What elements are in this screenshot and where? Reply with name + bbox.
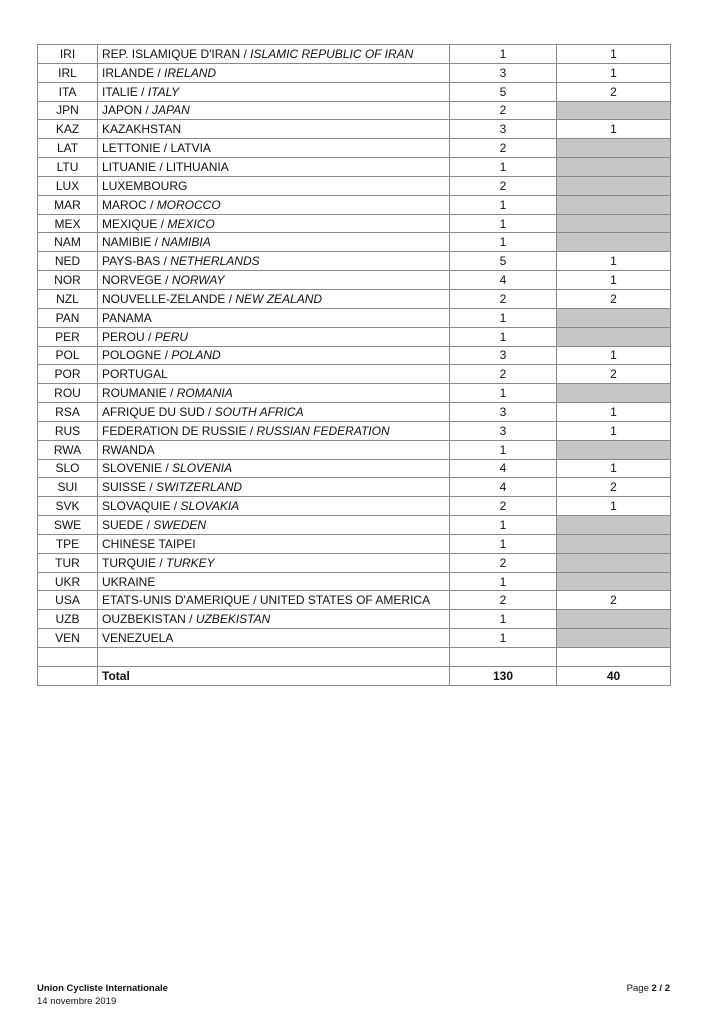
- country-code-cell: IRI: [38, 45, 98, 64]
- total-col-2-cell: 40: [557, 666, 671, 685]
- table-row: [38, 252, 671, 271]
- country-name-fr: FEDERATION DE RUSSIE: [102, 423, 247, 438]
- quota-col-2-cell-empty: [557, 308, 671, 327]
- country-name-fr: VENEZUELA: [102, 631, 174, 646]
- quota-col-2-cell-empty: [557, 139, 671, 158]
- name-separator: /: [154, 65, 165, 80]
- footer-page-value: 2 / 2: [651, 983, 670, 994]
- table-row: [38, 158, 671, 177]
- quota-col-2-cell-empty: [557, 158, 671, 177]
- name-separator: /: [156, 555, 167, 570]
- country-name-cell: [98, 176, 450, 195]
- quota-col-2-cell: 1: [557, 252, 671, 271]
- quota-col-2-cell-empty: [557, 327, 671, 346]
- quota-col-1-cell: 4: [450, 459, 557, 478]
- name-separator: /: [160, 254, 171, 269]
- country-code-cell: RWA: [38, 440, 98, 459]
- table-row: [38, 497, 671, 516]
- table-row: [38, 629, 671, 648]
- country-name-cell: [98, 271, 450, 290]
- quota-col-2-cell-empty: [557, 553, 671, 572]
- country-name-fr: PANAMA: [102, 310, 152, 325]
- country-name-en: NEW ZEALAND: [235, 291, 323, 306]
- country-name-cell: [98, 440, 450, 459]
- quota-col-2-cell-empty: [557, 629, 671, 648]
- country-name-cell: [98, 629, 450, 648]
- country-code-cell: SWE: [38, 516, 98, 535]
- quota-col-1-cell: 4: [450, 271, 557, 290]
- quota-col-1-cell: 3: [450, 63, 557, 82]
- country-name-fr: AFRIQUE DU SUD: [102, 404, 205, 419]
- quota-col-2-cell: 1: [557, 346, 671, 365]
- country-code-cell: KAZ: [38, 120, 98, 139]
- country-name-cell: [98, 308, 450, 327]
- country-name-en: ROMANIA: [176, 386, 233, 401]
- country-name-fr: PORTUGAL: [102, 367, 168, 382]
- table-row: [38, 308, 671, 327]
- quota-col-1-cell: 1: [450, 214, 557, 233]
- quota-col-2-cell-empty: [557, 516, 671, 535]
- country-name-fr: ETATS-UNIS D'AMERIQUE / UNITED STATES OF AMERICA: [102, 593, 431, 608]
- table-row: [38, 591, 671, 610]
- country-name-cell: [98, 139, 450, 158]
- country-name-fr: IRLANDE: [102, 65, 155, 80]
- country-name-en: IRELAND: [164, 65, 217, 80]
- country-code-cell: PER: [38, 327, 98, 346]
- quota-col-1-cell: 1: [450, 516, 557, 535]
- quota-col-1-cell: 3: [450, 403, 557, 422]
- country-name-en: POLAND: [171, 348, 221, 363]
- quota-col-2-cell-empty: [557, 214, 671, 233]
- country-name-cell: [98, 516, 450, 535]
- table-row: [38, 271, 671, 290]
- quota-col-2-cell-empty: [557, 534, 671, 553]
- country-code-cell: POR: [38, 365, 98, 384]
- table-row-blank: [38, 648, 671, 667]
- country-name-fr: LETTONIE / LATVIA: [102, 141, 211, 156]
- country-name-fr: ITALIE: [102, 84, 138, 99]
- country-name-fr: PAYS-BAS: [102, 254, 161, 269]
- table-row: [38, 478, 671, 497]
- country-name-fr: SLOVENIE: [102, 461, 163, 476]
- footer-left: [37, 982, 168, 1008]
- quota-col-1-cell: 2: [450, 139, 557, 158]
- table-row: [38, 233, 671, 252]
- name-separator: /: [143, 518, 154, 533]
- quota-col-2-cell-empty: [557, 440, 671, 459]
- quota-col-1-cell: 1: [450, 233, 557, 252]
- footer-page-number: [627, 982, 670, 995]
- table-row: [38, 572, 671, 591]
- quota-col-1-cell: 1: [450, 572, 557, 591]
- country-name-cell: [98, 459, 450, 478]
- name-separator: /: [157, 216, 168, 231]
- country-code-cell: MAR: [38, 195, 98, 214]
- country-name-cell: [98, 497, 450, 516]
- quota-col-1-cell: 4: [450, 478, 557, 497]
- table-row: [38, 459, 671, 478]
- country-name-cell: [98, 421, 450, 440]
- country-name-cell: [98, 610, 450, 629]
- total-col-1-cell: 130: [450, 666, 557, 685]
- quota-col-1-cell: 1: [450, 308, 557, 327]
- table-row: [38, 139, 671, 158]
- country-name-en: RUSSIAN FEDERATION: [256, 423, 390, 438]
- quota-col-2-cell-empty: [557, 195, 671, 214]
- country-name-en: SWEDEN: [153, 518, 207, 533]
- country-name-en: SWITZERLAND: [156, 480, 243, 495]
- country-name-en: ISLAMIC REPUBLIC OF IRAN: [250, 46, 414, 61]
- quota-col-2-cell: 2: [557, 591, 671, 610]
- country-code-cell: NOR: [38, 271, 98, 290]
- quota-col-1-cell: 5: [450, 252, 557, 271]
- table-row: [38, 553, 671, 572]
- country-name-cell: [98, 195, 450, 214]
- quota-col-2-cell: 1: [557, 459, 671, 478]
- footer-organization: Union Cycliste Internationale: [37, 983, 168, 994]
- country-name-en: SLOVENIA: [172, 461, 233, 476]
- country-name-en: UZBEKISTAN: [195, 612, 271, 627]
- country-name-cell: [98, 384, 450, 403]
- country-code-cell: TPE: [38, 534, 98, 553]
- country-code-cell: PAN: [38, 308, 98, 327]
- footer-page-prefix: Page: [626, 983, 649, 994]
- total-empty-cell: [38, 666, 98, 685]
- country-name-cell: [98, 45, 450, 64]
- country-name-cell: [98, 403, 450, 422]
- country-name-cell: [98, 365, 450, 384]
- table-row: [38, 45, 671, 64]
- country-name-cell: [98, 101, 450, 120]
- quota-col-1-cell: 3: [450, 421, 557, 440]
- country-name-fr: CHINESE TAIPEI: [102, 536, 196, 551]
- country-code-cell: VEN: [38, 629, 98, 648]
- country-name-cell: [98, 120, 450, 139]
- country-code-cell: ROU: [38, 384, 98, 403]
- name-separator: /: [162, 461, 173, 476]
- country-code-cell: SUI: [38, 478, 98, 497]
- country-name-en: NAMIBIA: [161, 235, 211, 250]
- country-name-en: NORWAY: [171, 273, 225, 288]
- country-name-fr: POLOGNE: [102, 348, 162, 363]
- quota-col-2-cell: 1: [557, 271, 671, 290]
- quota-col-1-cell: 2: [450, 101, 557, 120]
- country-name-en: NETHERLANDS: [170, 254, 260, 269]
- table-row: [38, 516, 671, 535]
- country-name-en: TURKEY: [166, 555, 215, 570]
- country-code-cell: RSA: [38, 403, 98, 422]
- table-row: [38, 195, 671, 214]
- quota-col-1-cell: 1: [450, 534, 557, 553]
- name-separator: /: [161, 273, 172, 288]
- quota-col-1-cell: 1: [450, 610, 557, 629]
- country-code-cell: ITA: [38, 82, 98, 101]
- country-name-cell: [98, 289, 450, 308]
- name-separator: /: [161, 348, 172, 363]
- table-row: [38, 82, 671, 101]
- quota-col-2-cell: 2: [557, 365, 671, 384]
- country-name-en: PERU: [154, 329, 189, 344]
- name-separator: /: [137, 84, 148, 99]
- country-name-cell: [98, 158, 450, 177]
- quota-col-2-cell-empty: [557, 610, 671, 629]
- country-code-cell: TUR: [38, 553, 98, 572]
- country-code-cell: UZB: [38, 610, 98, 629]
- country-name-fr: OUZBEKISTAN: [102, 612, 186, 627]
- country-name-fr: ROUMANIE: [102, 386, 167, 401]
- country-code-cell: MEX: [38, 214, 98, 233]
- country-name-en: MEXICO: [167, 216, 215, 231]
- quota-col-1-cell: 1: [450, 327, 557, 346]
- quota-col-1-cell: 1: [450, 158, 557, 177]
- table-row: [38, 440, 671, 459]
- name-separator: /: [240, 46, 251, 61]
- country-code-cell: LUX: [38, 176, 98, 195]
- quota-col-2-cell: 2: [557, 82, 671, 101]
- quota-col-2-cell: 1: [557, 63, 671, 82]
- country-name-en: SLOVAKIA: [180, 499, 240, 514]
- name-separator: /: [204, 404, 215, 419]
- name-separator: /: [166, 386, 177, 401]
- quota-col-1-cell: 2: [450, 553, 557, 572]
- quota-table: [37, 44, 671, 686]
- table-row: [38, 176, 671, 195]
- quota-col-2-cell: 1: [557, 120, 671, 139]
- country-code-cell: SVK: [38, 497, 98, 516]
- blank-cell: [98, 648, 450, 667]
- table-row: [38, 384, 671, 403]
- table-row: [38, 421, 671, 440]
- country-name-en: ITALY: [147, 84, 180, 99]
- country-name-cell: [98, 252, 450, 271]
- country-name-fr: RWANDA: [102, 442, 155, 457]
- country-name-fr: TURQUIE: [102, 555, 156, 570]
- quota-col-2-cell: 1: [557, 497, 671, 516]
- country-name-cell: [98, 591, 450, 610]
- country-name-fr: SLOVAQUIE: [102, 499, 171, 514]
- table-row: [38, 63, 671, 82]
- country-name-cell: [98, 233, 450, 252]
- country-name-cell: [98, 572, 450, 591]
- country-code-cell: NZL: [38, 289, 98, 308]
- country-name-fr: MAROC: [102, 197, 147, 212]
- country-name-fr: SUEDE: [102, 518, 144, 533]
- country-name-cell: [98, 63, 450, 82]
- name-separator: /: [185, 612, 196, 627]
- country-name-en: JAPAN: [152, 103, 190, 118]
- country-name-cell: [98, 327, 450, 346]
- table-row: [38, 403, 671, 422]
- quota-col-1-cell: 2: [450, 176, 557, 195]
- quota-col-1-cell: 2: [450, 591, 557, 610]
- quota-col-2-cell: 2: [557, 289, 671, 308]
- quota-col-2-cell-empty: [557, 572, 671, 591]
- country-name-cell: [98, 82, 450, 101]
- table-row: [38, 101, 671, 120]
- country-code-cell: SLO: [38, 459, 98, 478]
- name-separator: /: [146, 197, 157, 212]
- quota-col-2-cell: 1: [557, 45, 671, 64]
- country-code-cell: RUS: [38, 421, 98, 440]
- quota-col-1-cell: 2: [450, 289, 557, 308]
- table-row: [38, 120, 671, 139]
- name-separator: /: [225, 291, 236, 306]
- country-name-cell: [98, 553, 450, 572]
- blank-cell: [38, 648, 98, 667]
- quota-col-2-cell-empty: [557, 176, 671, 195]
- blank-cell: [557, 648, 671, 667]
- name-separator: /: [151, 235, 162, 250]
- country-code-cell: LTU: [38, 158, 98, 177]
- quota-col-1-cell: 5: [450, 82, 557, 101]
- country-name-fr: LITUANIE / LITHUANIA: [102, 159, 229, 174]
- country-name-fr: KAZAKHSTAN: [102, 122, 182, 137]
- table-total-row: [38, 666, 671, 685]
- table-row: [38, 346, 671, 365]
- quota-col-2-cell-empty: [557, 384, 671, 403]
- quota-col-1-cell: 2: [450, 365, 557, 384]
- country-name-fr: SUISSE: [102, 480, 147, 495]
- quota-col-1-cell: 1: [450, 384, 557, 403]
- footer-date: 14 novembre 2019: [37, 996, 117, 1007]
- country-code-cell: POL: [38, 346, 98, 365]
- country-name-fr: PEROU: [102, 329, 145, 344]
- country-name-cell: [98, 346, 450, 365]
- quota-col-1-cell: 1: [450, 195, 557, 214]
- country-name-fr: REP. ISLAMIQUE D'IRAN: [102, 46, 241, 61]
- country-name-en: SOUTH AFRICA: [214, 404, 304, 419]
- table-row: [38, 610, 671, 629]
- country-code-cell: NAM: [38, 233, 98, 252]
- country-name-fr: LUXEMBOURG: [102, 178, 188, 193]
- name-separator: /: [142, 103, 153, 118]
- name-separator: /: [170, 499, 181, 514]
- country-name-fr: NAMIBIE: [102, 235, 152, 250]
- country-name-cell: [98, 534, 450, 553]
- table-row: [38, 289, 671, 308]
- country-name-fr: MEXIQUE: [102, 216, 158, 231]
- quota-col-1-cell: 1: [450, 45, 557, 64]
- table-row: [38, 365, 671, 384]
- country-code-cell: IRL: [38, 63, 98, 82]
- country-name-cell: [98, 478, 450, 497]
- quota-col-1-cell: 3: [450, 120, 557, 139]
- country-code-cell: UKR: [38, 572, 98, 591]
- table-row: [38, 327, 671, 346]
- name-separator: /: [146, 480, 157, 495]
- country-name-fr: UKRAINE: [102, 574, 156, 589]
- quota-col-1-cell: 2: [450, 497, 557, 516]
- quota-col-1-cell: 1: [450, 440, 557, 459]
- name-separator: /: [246, 423, 257, 438]
- quota-col-1-cell: 3: [450, 346, 557, 365]
- country-code-cell: JPN: [38, 101, 98, 120]
- country-name-fr: NOUVELLE-ZELANDE: [102, 291, 226, 306]
- quota-col-2-cell: 1: [557, 421, 671, 440]
- quota-col-2-cell: 1: [557, 403, 671, 422]
- country-name-en: MOROCCO: [156, 197, 221, 212]
- name-separator: /: [144, 329, 155, 344]
- table-row: [38, 214, 671, 233]
- quota-table-body: [38, 45, 671, 686]
- country-name-fr: NORVEGE: [102, 273, 162, 288]
- blank-cell: [450, 648, 557, 667]
- country-code-cell: LAT: [38, 139, 98, 158]
- table-row: [38, 534, 671, 553]
- quota-col-2-cell-empty: [557, 101, 671, 120]
- quota-col-2-cell: 2: [557, 478, 671, 497]
- country-code-cell: NED: [38, 252, 98, 271]
- country-code-cell: USA: [38, 591, 98, 610]
- country-name-cell: [98, 214, 450, 233]
- quota-col-1-cell: 1: [450, 629, 557, 648]
- total-label-cell: Total: [98, 666, 450, 685]
- country-name-fr: JAPON: [102, 103, 143, 118]
- quota-col-2-cell-empty: [557, 233, 671, 252]
